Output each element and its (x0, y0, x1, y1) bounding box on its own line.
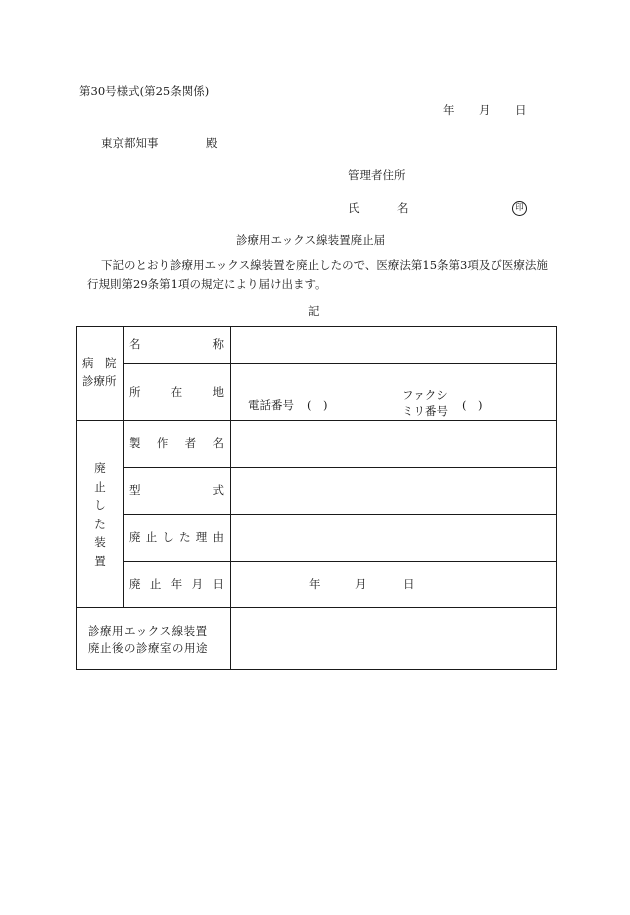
abolition-date-year: 年 (309, 577, 321, 591)
name-label: 名 称 (129, 337, 224, 351)
reason-label: 廃 止 し た 理 由 (129, 530, 224, 544)
addressee-name: 東京都知事 (101, 136, 159, 150)
usage-label-line1: 診療用エックス線装置 (88, 624, 208, 638)
document-title: 診療用エックス線装置廃止届 (236, 233, 386, 247)
phone-paren: ( ) (307, 398, 328, 412)
ki-label: 記 (308, 304, 320, 318)
model-label: 型 式 (129, 483, 224, 497)
location-label: 所 在 地 (129, 385, 224, 399)
applicant-address-label: 管理者住所 (348, 168, 406, 182)
fax-label-line2: ミリ番号 (402, 404, 448, 418)
applicant-name-label-2: 名 (397, 201, 409, 215)
date-month-label: 月 (479, 103, 491, 117)
form-number: 第30号様式(第25条関係) (79, 84, 210, 98)
applicant-name-label-1: 氏 (348, 201, 360, 215)
abolition-date-day: 日 (403, 577, 415, 591)
hospital-group-line2: 診療所 (82, 374, 117, 388)
date-day-label: 日 (515, 103, 527, 117)
fax-label-line1: ファクシ (402, 388, 448, 402)
usage-label-line2: 廃止後の診療室の用途 (88, 641, 208, 655)
phone-label: 電話番号 (248, 398, 294, 412)
device-group-label: 廃 止 し た 装 置 (94, 461, 106, 568)
fax-paren: ( ) (462, 398, 483, 412)
abolition-date-month: 月 (355, 577, 367, 591)
date-year-label: 年 (443, 103, 455, 117)
seal-mark-icon: 印 (512, 201, 527, 216)
body-text-line-1: 下記のとおり診療用エックス線装置を廃止したので、医療法第15条第3項及び医療法施 (101, 258, 548, 272)
body-text-line-2: 行規則第29条第1項の規定により届け出ます。 (87, 277, 327, 291)
abolition-date-label: 廃 止 年 月 日 (129, 577, 224, 591)
manufacturer-label: 製 作 者 名 (129, 436, 224, 450)
hospital-group-line1: 病 院 (82, 356, 117, 370)
addressee-honorific: 殿 (206, 136, 218, 150)
